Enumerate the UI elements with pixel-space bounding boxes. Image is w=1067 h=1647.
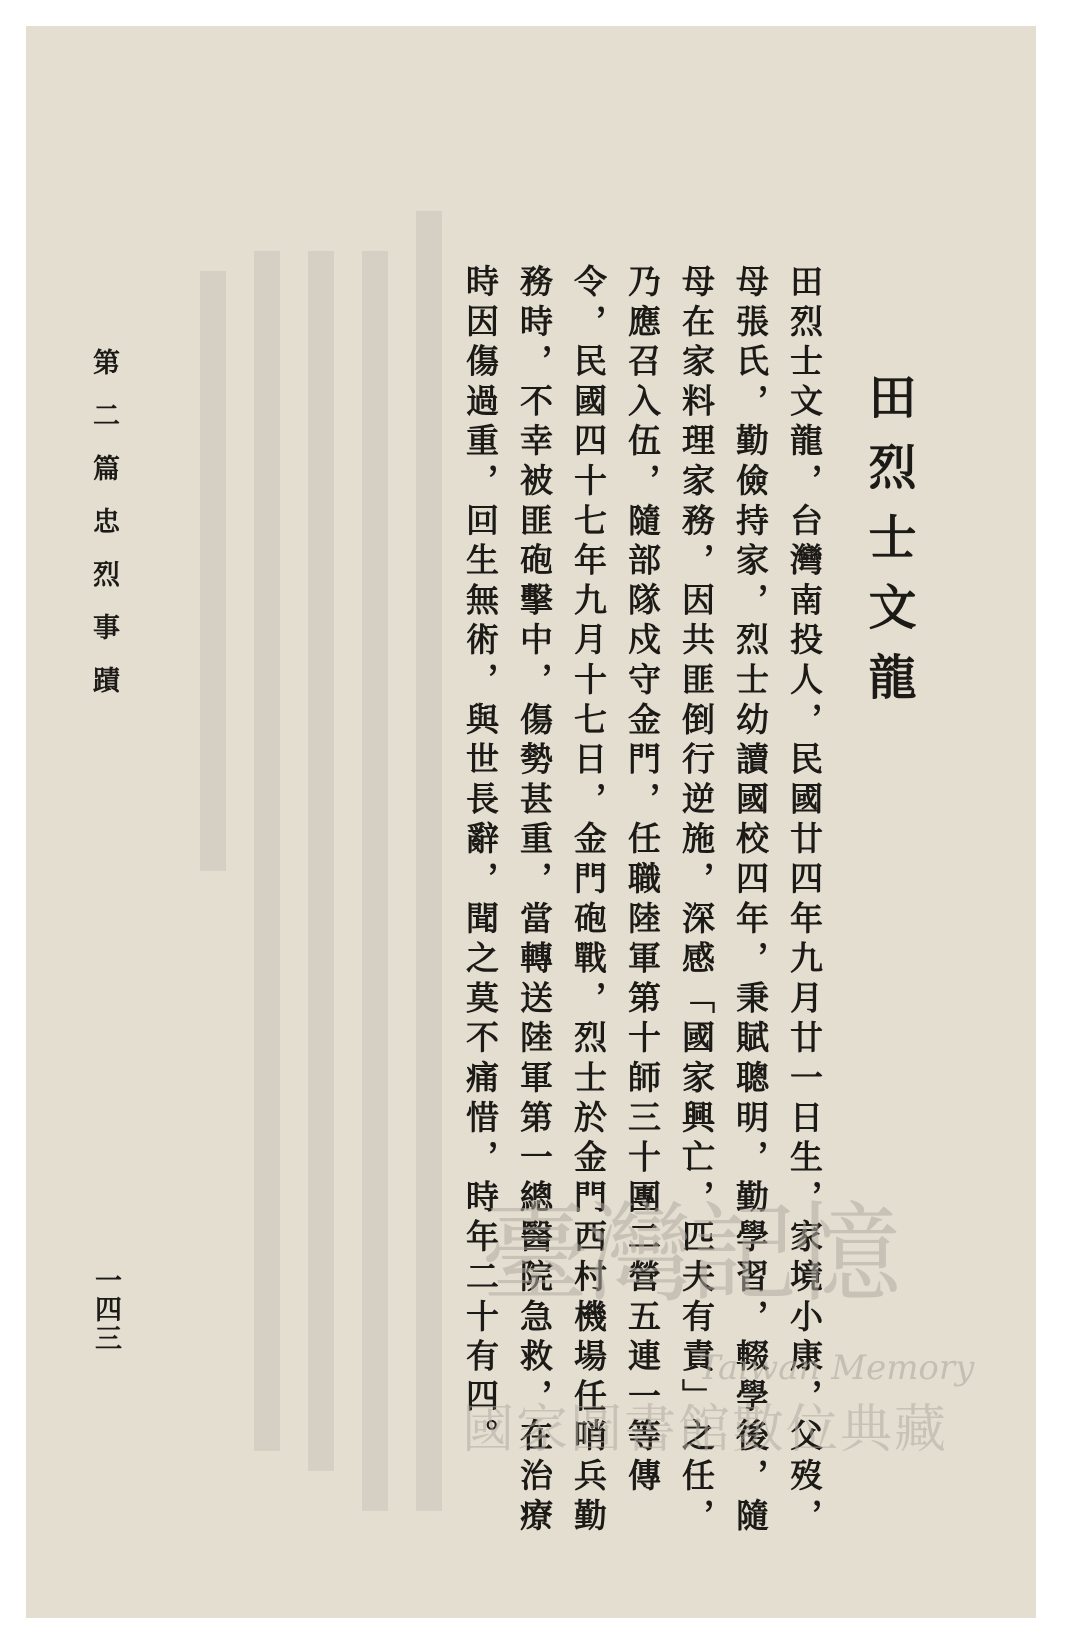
running-header: 第二篇忠烈事蹟 — [88, 348, 119, 719]
show-through-bleed — [166, 211, 466, 1531]
scanned-page — [26, 26, 1036, 1618]
watermark-calligraphy: 臺灣記憶 — [481, 1192, 898, 1317]
article-body: 田烈士文龍，台灣南投人，民國廿四年九月廿一日生，家境小康，父歿，母張氏，勤儉持家，烈士幼讀國校四年，秉賦聰明，勤學習，輟學後，隨母在家料理家務，因共匪倒行逆施，深感「國家興亡，匹夫有責」之任，乃應召入伍，隨部隊戍守金門，任職陸軍第十師三十團二營五連一等傳令，民國四十七年九月十七日，金門砲戰，烈士於金門西村機場任哨兵勤務時，不幸被匪砲擊中，傷勢甚重，當轉送陸軍第一總醫院急救，在治療時因傷過重，回生無術，與世長辭，聞之莫不痛惜，時年二十有四。 — [461, 264, 824, 1538]
page-number: 一四三 — [90, 1266, 121, 1353]
watermark-chinese: 國家圖書館數位典藏 — [462, 1400, 949, 1460]
article-title: 田烈士文龍 — [860, 372, 916, 722]
watermark-english: Taiwan Memory — [698, 1348, 975, 1388]
